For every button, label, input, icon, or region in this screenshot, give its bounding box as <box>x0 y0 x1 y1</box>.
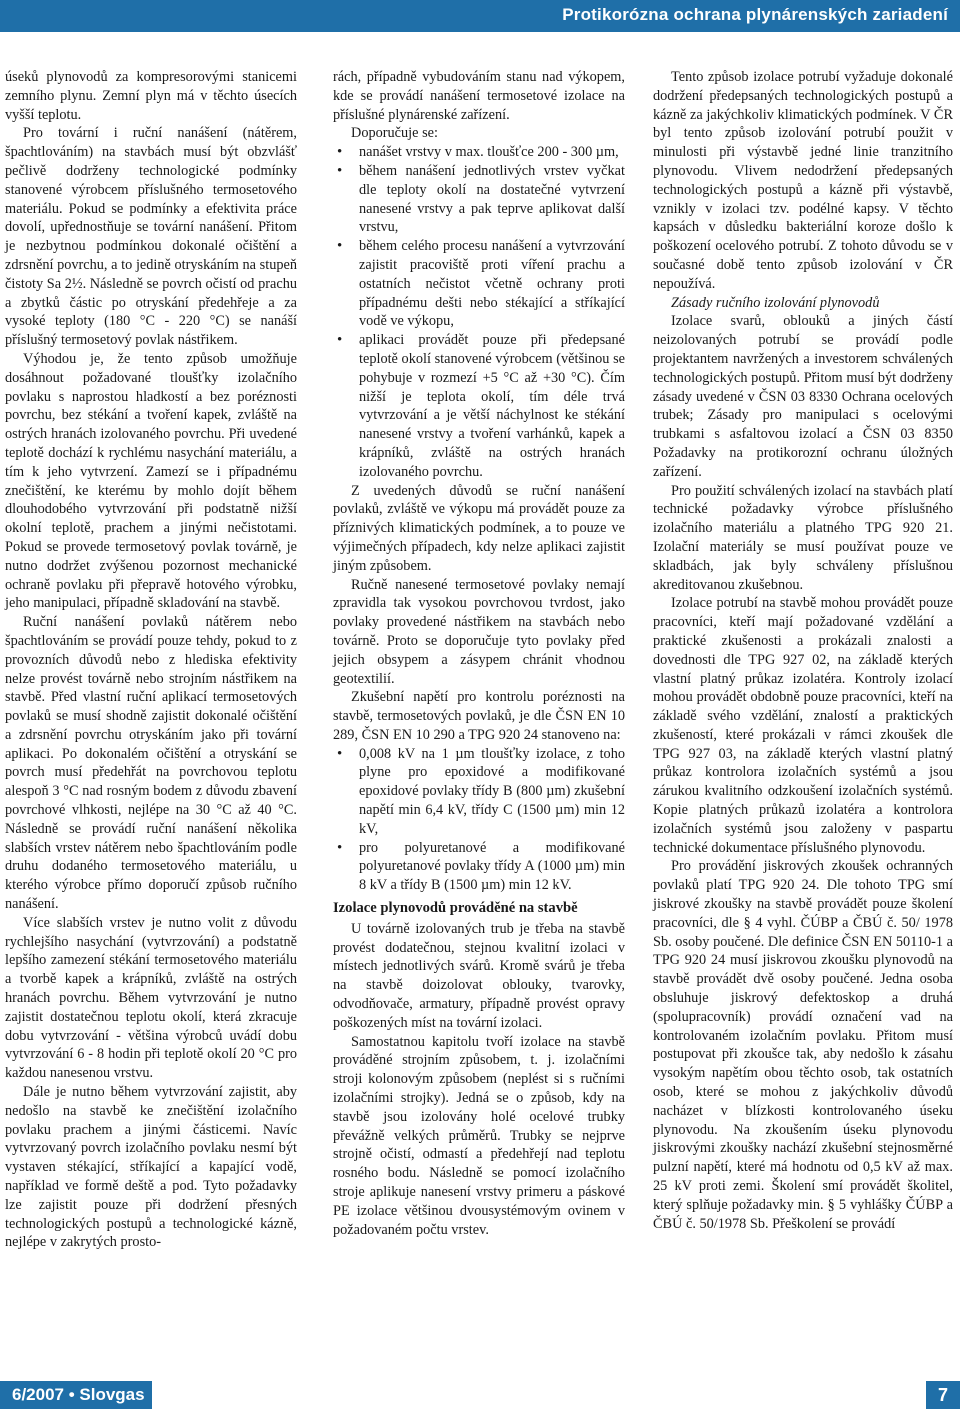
recommendation-list <box>333 143 625 481</box>
list-item: • pro polyuretanové a modifikované polyuretanové povlaky třídy A (1000 µm) min 8 kV a třídy B (1500 µm) min 12 kV. <box>333 839 625 895</box>
paragraph: Z uvedených důvodů se ruční nanášení povlaků, zvláště ve výkopu má provádět pouze za příznivých klimatických podmínek, a to pouze ve výjimečných případech, kdy nelze aplikaci zajistit jiným způsobem. <box>333 482 625 574</box>
paragraph: Pro tovární i ruční nanášení (nátěrem, špachtlováním) na stavbách musí být obzvlášť pečlivě dodrženy technologické podmínky stanovené výrobcem příslušného termosetového materiálu. Pokud se podmínky a efektivita práce dovolí, upřednostňuje se tovární nanášení. Přitom je nezbytnou podmínkou dokonalé očištění a zdrsnění povrchu, a to jedině otryskáním na stupeň čistoty Sa 2½. Následně se povrch očistí od prachu a zbytků částic po otryskání předehřeje a za vysoké teploty (180 °C - 220 °C) se nanáší příslušný termosetový povlak nástřikem. <box>5 125 297 349</box>
list-item: • aplikaci provádět pouze při předepsané teplotě okolí stanovené výrobcem (většinou se pohybuje v rozmezí +5 °C až +30 °C). Čím nižší je teplota okolí, tím déle trvá vytvrzování a je větší náchylnost ke stékání nanesené vrstvy a tvoření varhánků, kapek a krápníků, zvláště na ostrých hranách izolovaného povrchu. <box>333 331 625 481</box>
paragraph: Pro provádění jiskrových zkoušek ochranných povlaků platí TPG 920 24. Dle tohoto TPG smí jiskrové zkoušky na stavbě provádět pouze školení pracovníci, dle § 4 vyhl. ČÚBP a ČBÚ č. 50/ 1978 Sb. osoby poučené. Dle definice ČSN EN 50110-1 a TPG 920 24 musí jiskrovou zkoušku plynovodů na stavbě provádět dvě osoby poučené. Jedna osoba obsluhuje jiskrový defektoskop a druhá (spolupracovník) provádí označení vad na kontrolovaném izolačním povlaku. Přitom musí postupovat při zkoušce tak, aby nedošlo k zásahu vysokým napětím obou těchto osob, tak ostatních osob, které se mohou z jakýchkoliv důvodů nacházet v blízkosti kontrolovaného úseku plynovodu. Na zkoušením úseku plynovodu jiskrovými zkoušky nachází zkušební stejnosměrné pulzní napětí, které má hodnotu od 0,5 kV až max. 25 kV proti zemi. Školení smí provádět školitel, který splňuje požadavky min. § 5 vyhlášky ČÚBP a ČBÚ č. 50/1978 Sb. Přeškolení se provádí <box>653 858 953 1232</box>
list-item: • během nanášení jednotlivých vrstev vyčkat dle teploty okolí na dostatečné vytvrzení nanesené vrstvy a pak teprve aplikovat další vrstvu, <box>333 162 625 237</box>
header-bar <box>0 0 960 32</box>
paragraph: Pro použití schválených izolací na stavbách platí technické požadavky výrobce příslušného izolačního materiálu a platného TPG 920 21. Izolační materiály se musí používat pouze ve skladbách, jak byly schváleny příslušnou akreditovanou zkušebnou. <box>653 482 953 593</box>
paragraph: Zkušební napětí pro kontrolu poréznosti na stavbě, termosetových povlaků, je dle ČSN EN 10 289, ČSN EN 10 290 a TPG 920 24 stanoveno na: <box>333 689 625 743</box>
list-item: • 0,008 kV na 1 µm tloušťky izolace, z toho plyne pro epoxidové a modifikované epoxidové povlaky třídy B (800 µm) zkušební napětí min 6,4 kV, třídy C (1500 µm) min 12 kV, <box>333 745 625 839</box>
paragraph: rách, případně vybudováním stanu nad výkopem, kde se provádí nanášení termosetové izolace na příslušné plynárenské zařízení. <box>333 69 625 123</box>
footer-issue-badge <box>0 1381 152 1409</box>
running-header-title: Protikorózna ochrana plynárenských zariadení <box>562 5 948 24</box>
paragraph: Dále je nutno během vytvrzování zajistit, aby nedošlo na stavbě ke znečištění izolačního povlaku prachem a jinými částicemi. Navíc vytvrzovaný povrch izolačního povlaku nesmí být vystaven stékající, stříkající a kapající vodě, například ve formě deště a pod. Tyto požadavky lze zajistit pouze při dodržení přesných technologických postupů a technologické kázně, nejlépe v zakrytých prosto- <box>5 1084 297 1251</box>
paragraph: Ručně nanesené termosetové povlaky nemají zpravidla tak vysokou povrchovou tvrdost, jako povlaky provedené nástřikem na stavbách nebo továrně. Proto se doporučuje tyto povlaky před jejich obsypem a zásypem chránit vhodnou geotextilií. <box>333 576 625 687</box>
column-3 <box>653 68 953 1378</box>
test-voltage-list <box>333 745 625 895</box>
paragraph: U továrně izolovaných trub je třeba na stavbě provést dodatečnou, stejnou kvalitní izolaci v místech jednotlivých svárů. Kromě svárů je třeba na stavbě doizolovat oblouky, tvarovky, odvodňovače, armatury, případně provést opravy poškozených míst na tovární izolaci. <box>333 920 625 1031</box>
column-2 <box>333 68 625 1378</box>
paragraph: Doporučuje se: <box>351 125 438 142</box>
paragraph: úseků plynovodů za kompresorovými stanicemi zemního plynu. Zemní plyn má v těchto úsecích vyšší teplotu. <box>5 69 297 123</box>
list-item: • během celého procesu nanášení a vytvrzování zajistit pracoviště proti víření prachu a ostatních nečistot včetně ochrany proti případnému dešti nebo stékající a stříkající vodě ve výkopu, <box>333 237 625 331</box>
paragraph: Výhodou je, že tento způsob umožňuje dosáhnout požadované tloušťky izolačního povlaku s naprostou hladkostí a bez poréznosti povrchu, bez stékání a tvoření kapek, zvláště na ostrých hranách izolovaného povrchu. Při uvedené teplotě dochází k rychlému nasychání materiálu, a tím k jeho vytvrzení. Zamezí se i případnému znečištění, ke kterému by mohlo dojít během dlouhodobého vytvrzování při podstatně nižší okolní teplotě, prachem a jinými nečistotami. Pokud se provede termosetový povlak továrně, je nutno dodržet zvýšenou pozornost mechanické ochraně povlaku při přepravě hotového výrobku, jeho manipulaci, případně skladování na stavbě. <box>5 350 297 612</box>
column-1 <box>5 68 297 1378</box>
paragraph: Izolace svarů, oblouků a jiných částí neizolovaných potrubí se provádí podle projektantem navržených a investorem schválených technologických postupů. Přitom musí být dodrženy zásady uvedené v ČSN 03 8330 Ochrana ocelových trubek; Zásady pro manipulaci s ocelovými trubkami s asfaltovou izolací a ČSN 03 8350 Požadavky na protikorozní ochranu úložných zařízení. <box>653 313 953 480</box>
paragraph: Izolace potrubí na stavbě mohou provádět pouze pracovníci, kteří mají požadované vzdělání a praktické zkušenosti a prokázali znalosti a dovednosti dle TPG 927 02, na základě kterých vlastní platný průkaz izolatéra. Kontroly izolací mohou provádět obdobně pouze pracovníci, kteří na základě svého vzdělání, znalostí a praktických zkušeností, které prokázali v rámci zkoušek dle TPG 927 03, na základě kterých vlastní platný průkaz kontrolora izolačních systémů a jsou zárukou kvalitního odzkoušení izolačních systémů. Kopie platných průkazů izolatéra a kontrolora izolačních systémů jsou založeny v paspartu technické dokumentace příslušného plynovodu. <box>653 595 953 856</box>
section-heading: Izolace plynovodů prováděné na stavbě <box>333 900 578 917</box>
paragraph: Ruční nanášení povlaků nátěrem nebo špachtlováním se provádí pouze tehdy, pokud to z provozních důvodů nebo z hlediska efektivity nelze provést továrně nebo strojním nástřikem na stavbě. Před vlastní ruční aplikací termosetových povlaků se musí shodně zajistit dokonalé očištění a zdrsnění povrchu otryskáním jako při tovární aplikaci. Po dokonalém očištění a otryskání se povrch musí předehřát na povrchovou teplotu alespoň 3 °C nad rosným bodem z důvodu zbavení povrchové vlhkosti, nejlépe na 30 °C až 40 °C. Následně se provádí ruční nanášení několika slabších vrstev nátěrem nebo špachtlováním podle druhu dodaného termosetového materiálu, u kterého výrobce přímo doporučí způsob ručního nanášení. <box>5 614 297 913</box>
paragraph: Tento způsob izolace potrubí vyžaduje dokonalé dodržení předepsaných technologických postupů a kázně za jakýchkoliv klimatických podmínek. V ČR byl tento způsob izolování potrubí použit v minulosti při výstavbě jedné linie tranzitního plynovodu. Vlivem nedodržení předepsaných technologických postupů a kázně při výstavbě, vznikly v izolaci tzv. podélné kapsy. V těchto kapsách v důsledku bakteriální koroze došlo k poškození ocelového potrubí. Z tohoto důvodu se v současné době tento způsob izolování v ČR nepoužívá. <box>653 69 953 292</box>
list-item: • nanášet vrstvy v max. tloušťce 200 - 300 µm, <box>333 143 625 162</box>
subheading: Zásady ručního izolování plynovodů <box>671 294 880 311</box>
page-number: 7 <box>926 1381 960 1409</box>
paragraph: Více slabších vrstev je nutno volit z důvodu rychlejšího nasychání (vytvrzování) a podstatně lepšího zamezení stékání termosetového materiálu a tvorbě kapek a krápníků, zvláště na ostrých hranách povrchu. Během vytvrzování je nutno zajistit dostatečnou teplotu okolí, která zkracuje dobu vytvrzování - většina výrobců uvádí dobu vytvrzování 6 - 8 hodin při teplotě okolí 20 °C pro každou nanesenou vrstvu. <box>5 914 297 1082</box>
footer-issue: 6/2007 • Slovgas <box>12 1385 145 1404</box>
paragraph: Samostatnou kapitolu tvoří izolace na stavbě prováděné strojním způsobem, t. j. izolačními stroji kolonovým způsobem (neplést si s ručními izolačními strojky). Jedná se o způsob, kdy na stavbě jsou izolovány holé ocelové trubky převážně velkých průměrů. Trubky se nejprve strojně očistí, odmastí a předehřejí nad teplotu rosného bodu. Následně se pomocí izolačního stroje aplikuje nanesení vrstvy primeru a páskové PE izolace většinou dvousystémovým ovinem v požadovaném počtu vrstev. <box>333 1033 625 1238</box>
